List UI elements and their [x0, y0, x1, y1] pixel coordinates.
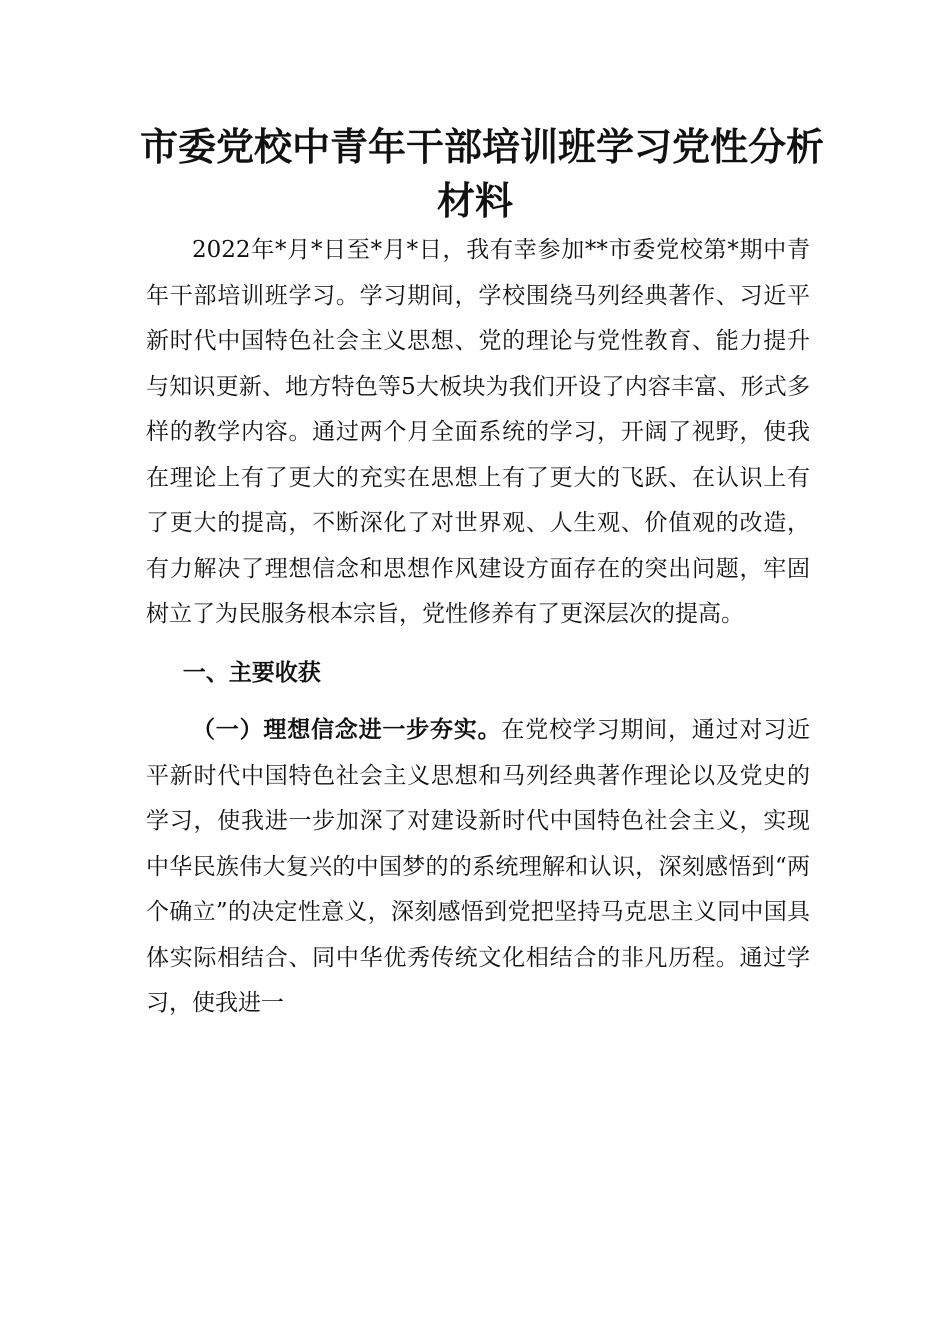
title-line-2: 材料 [436, 178, 513, 223]
document-body [146, 228, 810, 1027]
document-title [140, 120, 825, 228]
subsection-paragraph-1 [146, 707, 810, 1027]
intro-paragraph: 2022年*月*日至*月*日，我有幸参加**市委党校第*期中青年干部培训班学习。学习期间，学校围绕马列经典著作、习近平新时代中国特色社会主义思想、党的理论与党性教育、能力提升与知识更新、地方特色等5大板块为我们开设了内容丰富、形式多样的教学内容。通过两个月全面系统的学习，开阔了视野，使我在理论上有了更大的充实在思想上有了更大的飞跃、在认识上有了更大的提高，不断深化了对世界观、人生观、价值观的改造，有力解决了理想信念和思想作风建设方面存在的突出问题，牢固树立了为民服务根本宗旨，党性修养有了更深层次的提高。 [146, 237, 810, 627]
title-line-1: 市委党校中青年干部培训班学习党性分析 [140, 124, 825, 169]
section-heading-main-gains: 一、主要收获 [182, 658, 321, 686]
subsection-lead: （一）理想信念进一步夯实。 [192, 716, 502, 743]
subsection-text: 在党校学习期间，通过对习近平新时代中国特色社会主义思想和马列经典著作理论以及党史的学习，使我进一步加深了对建设新时代中国特色社会主义，实现中华民族伟大复兴的中国梦的的系统理解和认识，深刻感悟到“两个确立”的决定性意义，深刻感悟到党把坚持马克思主义同中国具体实际相结合、同中华优秀传统文化相结合的非凡历程。通过学习，使我进一 [146, 717, 811, 1016]
